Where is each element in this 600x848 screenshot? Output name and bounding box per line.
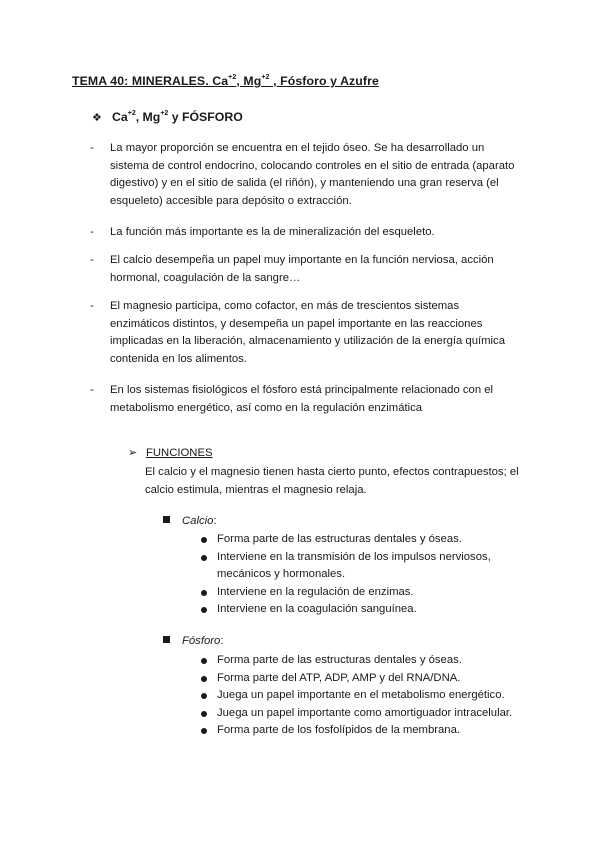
funciones-paragraph: El calcio y el magnesio tienen hasta cierto punto, efectos contrapuestos; el calcio estimula, mientras el magnesio relaja.: [145, 466, 519, 496]
dash-marker: -: [90, 300, 94, 312]
square-bullet-icon: [163, 636, 170, 643]
calcio-colon: :: [213, 515, 217, 527]
calcio-label: Calcio: [182, 515, 214, 527]
dash-item-text: La mayor proporción se encuentra en el tejido óseo. Se ha desarrollado un sistema de control endocrino, colocando controles en el sitio de entrada (aparato digestivo) y en el sitio de salida (el riñón), y manteniendo una gran reserva (el esqueleto) accesible para depósito o extracción.: [110, 142, 515, 207]
dash-item-text: La función más importante es la de mineralización del esqueleto.: [110, 226, 435, 238]
round-bullet-icon: [201, 676, 207, 682]
list-item-text: Interviene en la coagulación sanguínea.: [217, 603, 417, 615]
list-item-text: Forma parte de las estructuras dentales y óseas.: [217, 654, 462, 666]
fosforo-colon: :: [220, 635, 224, 647]
list-item: [199, 687, 539, 705]
funciones-heading: [128, 445, 213, 463]
section-mg-charge: +2: [160, 110, 169, 117]
list-item-text: Interviene en la regulación de enzimas.: [217, 585, 414, 598]
dash-marker: -: [90, 142, 94, 154]
round-bullet-icon: [201, 658, 207, 664]
title-text-rest: , Fósforo y Azufre: [269, 74, 379, 88]
list-item: [199, 652, 539, 670]
dash-marker: -: [90, 226, 94, 238]
list-item: [199, 531, 539, 549]
title-ca-charge: +2: [228, 74, 237, 81]
list-item-text: Juega un papel importante como amortiguador intracelular.: [217, 706, 513, 719]
list-item: [199, 549, 539, 584]
diamond-bullet-icon: ❖: [92, 112, 102, 124]
section-text-mg: , Mg: [135, 110, 161, 124]
section-heading: [92, 109, 243, 128]
list-item: [199, 601, 539, 619]
fosforo-list: [199, 652, 539, 740]
page-title: [72, 73, 379, 91]
dash-marker: -: [90, 254, 94, 266]
fosforo-heading: [163, 633, 223, 651]
round-bullet-icon: [201, 693, 207, 699]
list-item-text: Juega un papel importante en el metabolismo energético.: [217, 689, 505, 701]
calcio-list: [199, 531, 539, 619]
title-mg-charge: +2: [261, 74, 270, 81]
funciones-label: FUNCIONES: [146, 447, 213, 459]
list-item-text: Interviene en la transmisión de los impulsos nerviosos, mecánicos y hormonales.: [217, 550, 491, 580]
list-item: [199, 705, 539, 723]
title-text-mg: , Mg: [236, 74, 262, 88]
fosforo-label: Fósforo: [182, 635, 221, 647]
section-ca-charge: +2: [127, 110, 136, 117]
dash-item-text: En los sistemas fisiológicos el fósforo está principalmente relacionado con el metabolismo energético, así como en la regulación enzimática: [110, 384, 494, 414]
round-bullet-icon: [201, 711, 207, 717]
round-bullet-icon: [201, 607, 207, 613]
list-item: [199, 722, 539, 740]
dash-marker: -: [90, 384, 94, 396]
list-item: [199, 670, 539, 688]
list-item-text: Forma parte de las estructuras dentales y óseas.: [217, 533, 462, 545]
list-item-text: Forma parte del ATP, ADP, AMP y del RNA/DNA.: [217, 671, 461, 684]
section-text-rest: y FÓSFORO: [168, 110, 243, 124]
title-text-ca: TEMA 40: MINERALES. Ca: [72, 74, 229, 88]
list-item-text: Forma parte de los fosfolípidos de la membrana.: [217, 724, 461, 736]
round-bullet-icon: [201, 590, 207, 596]
round-bullet-icon: [201, 728, 207, 734]
round-bullet-icon: [201, 537, 207, 543]
round-bullet-icon: [201, 555, 207, 561]
arrow-bullet-icon: ➢: [128, 447, 138, 459]
list-item: [199, 584, 539, 602]
section-text-ca: Ca: [112, 110, 128, 124]
dash-item-text: El calcio desempeña un papel muy importante en la función nerviosa, acción hormonal, coagulación de la sangre…: [110, 254, 494, 284]
calcio-heading: [163, 513, 217, 531]
square-bullet-icon: [163, 516, 170, 523]
dash-item-text: El magnesio participa, como cofactor, en más de trescientos sistemas enzimáticos distintos, y desempeña un papel importante en las reacciones implicadas en la liberación, almacenamiento y utilización de la energía química contenida en los alimentos.: [110, 300, 505, 365]
